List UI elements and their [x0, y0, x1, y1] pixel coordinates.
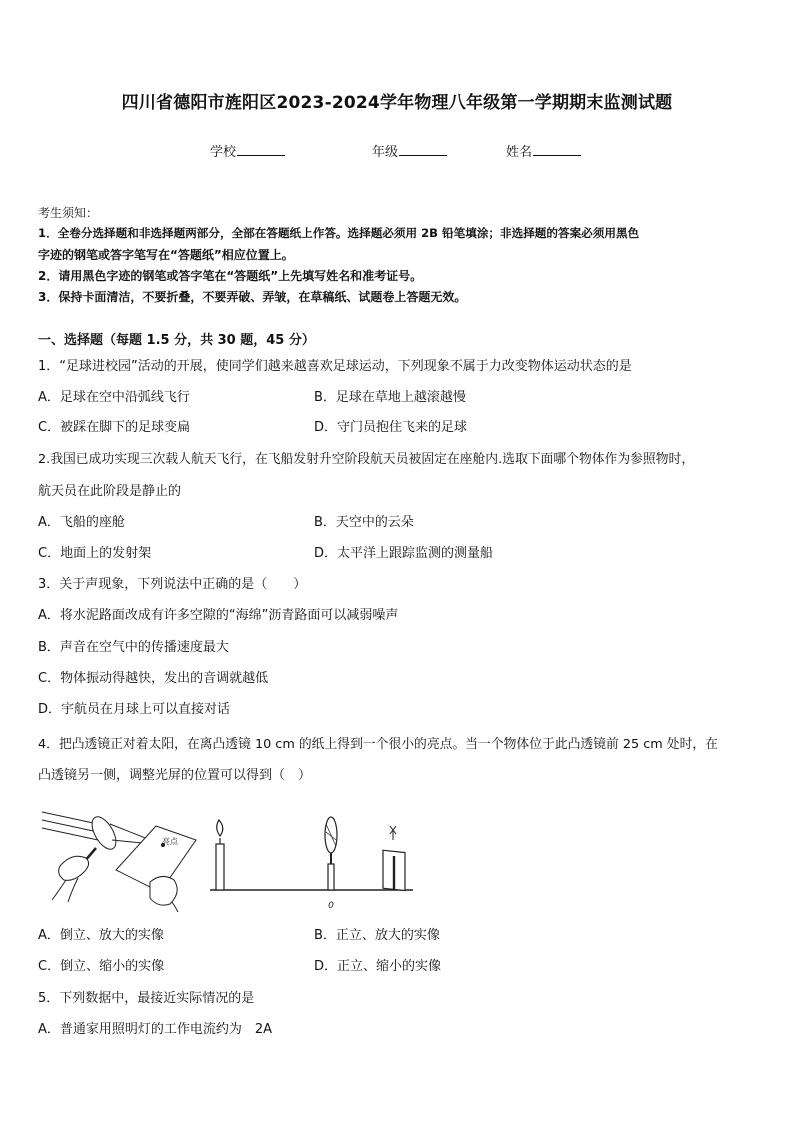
notice-line-1: 1．全卷分选择题和非选择题两部分，全部在答题纸上作答。选择题必须用 2B 铅笔填涂；非选择题的答案必须用黑色	[38, 226, 640, 240]
grade-label: 年级	[372, 145, 399, 160]
q3-option-b: B．声音在空气中的传播速度最大	[38, 640, 229, 655]
school-field	[210, 141, 285, 160]
q2-option-d: D．太平洋上跟踪监测的测量船	[314, 546, 494, 561]
q4-option-a: A．倒立、放大的实像	[38, 928, 164, 943]
school-label: 学校	[210, 145, 237, 160]
grade-blank	[399, 143, 447, 156]
q3-option-a: A．将水泥路面改成有许多空隙的“海绵”沥青路面可以减弱噪声	[38, 608, 399, 623]
origin-label: 0	[328, 901, 334, 911]
q4-option-d: D．正立、缩小的实像	[314, 959, 442, 974]
q1-stem: 1．“足球进校园”活动的开展，使同学们越来越喜欢足球运动，下列现象不属于力改变物体运动状态的是	[38, 359, 632, 374]
grade-field	[372, 141, 447, 160]
q1-option-b: B．足球在草地上越滚越慢	[314, 390, 466, 405]
notice-line-1b: 字迹的钢笔或答字笔写在“答题纸”相应位置上。	[38, 248, 294, 262]
q1-option-a: A．足球在空中沿弧线飞行	[38, 390, 190, 405]
q1-option-c: C．被踩在脚下的足球变扁	[38, 420, 191, 435]
q2-option-a: A．飞船的座舱	[38, 515, 125, 530]
q5-option-a: A．普通家用照明灯的工作电流约为 2A	[38, 1022, 273, 1037]
q4-figure	[38, 800, 418, 912]
q3-option-d: D．宇航员在月球上可以直接对话	[38, 702, 231, 717]
focusing-sunlight-illustration	[42, 812, 196, 912]
q2-stem-line-1: 2.我国已成功实现三次载人航天飞行，在飞船发射升空阶段航天员被固定在座舱内.选取下面哪个物体作为参照物时，	[38, 452, 695, 467]
q3-option-c: C．物体振动得越快，发出的音调就越低	[38, 671, 269, 686]
name-field	[506, 141, 581, 160]
q2-option-b: B．天空中的云朵	[314, 515, 414, 530]
q2-option-c: C．地面上的发射架	[38, 546, 152, 561]
name-label: 姓名	[506, 145, 533, 160]
notice-heading: 考生须知：	[38, 206, 99, 220]
school-blank	[237, 143, 285, 156]
page-title: 四川省德阳市旌阳区2023-2024学年物理八年级第一学期期末监测试题	[121, 93, 673, 113]
q4-option-c: C．倒立、缩小的实像	[38, 959, 165, 974]
optical-bench-illustration	[210, 817, 413, 891]
notice-line-3: 3．保持卡面清洁，不要折叠，不要弄破、弄皱，在草稿纸、试题卷上答题无效。	[38, 290, 467, 304]
section-heading: 一、选择题（每题 1.5 分，共 30 题，45 分）	[38, 333, 315, 348]
q4-option-b: B．正立、放大的实像	[314, 928, 440, 943]
bright-spot-label: 亮点	[162, 837, 178, 846]
q3-stem: 3．关于声现象，下列说法中正确的是（ ）	[38, 577, 307, 592]
q4-stem-line-1: 4．把凸透镜正对着太阳，在离凸透镜 10 cm 的纸上得到一个很小的亮点。当一个物体位于此凸透镜前 25 cm 处时，在	[38, 737, 718, 752]
q5-stem: 5．下列数据中，最接近实际情况的是	[38, 991, 255, 1006]
q1-option-d: D．守门员抱住飞来的足球	[314, 420, 468, 435]
notice-line-2: 2．请用黑色字迹的钢笔或答字笔在“答题纸”上先填写姓名和准考证号。	[38, 269, 423, 283]
name-blank	[533, 143, 581, 156]
q2-stem-line-2: 航天员在此阶段是静止的	[38, 484, 182, 499]
q4-stem-line-2: 凸透镜另一侧，调整光屏的位置可以得到（ ）	[38, 768, 312, 783]
